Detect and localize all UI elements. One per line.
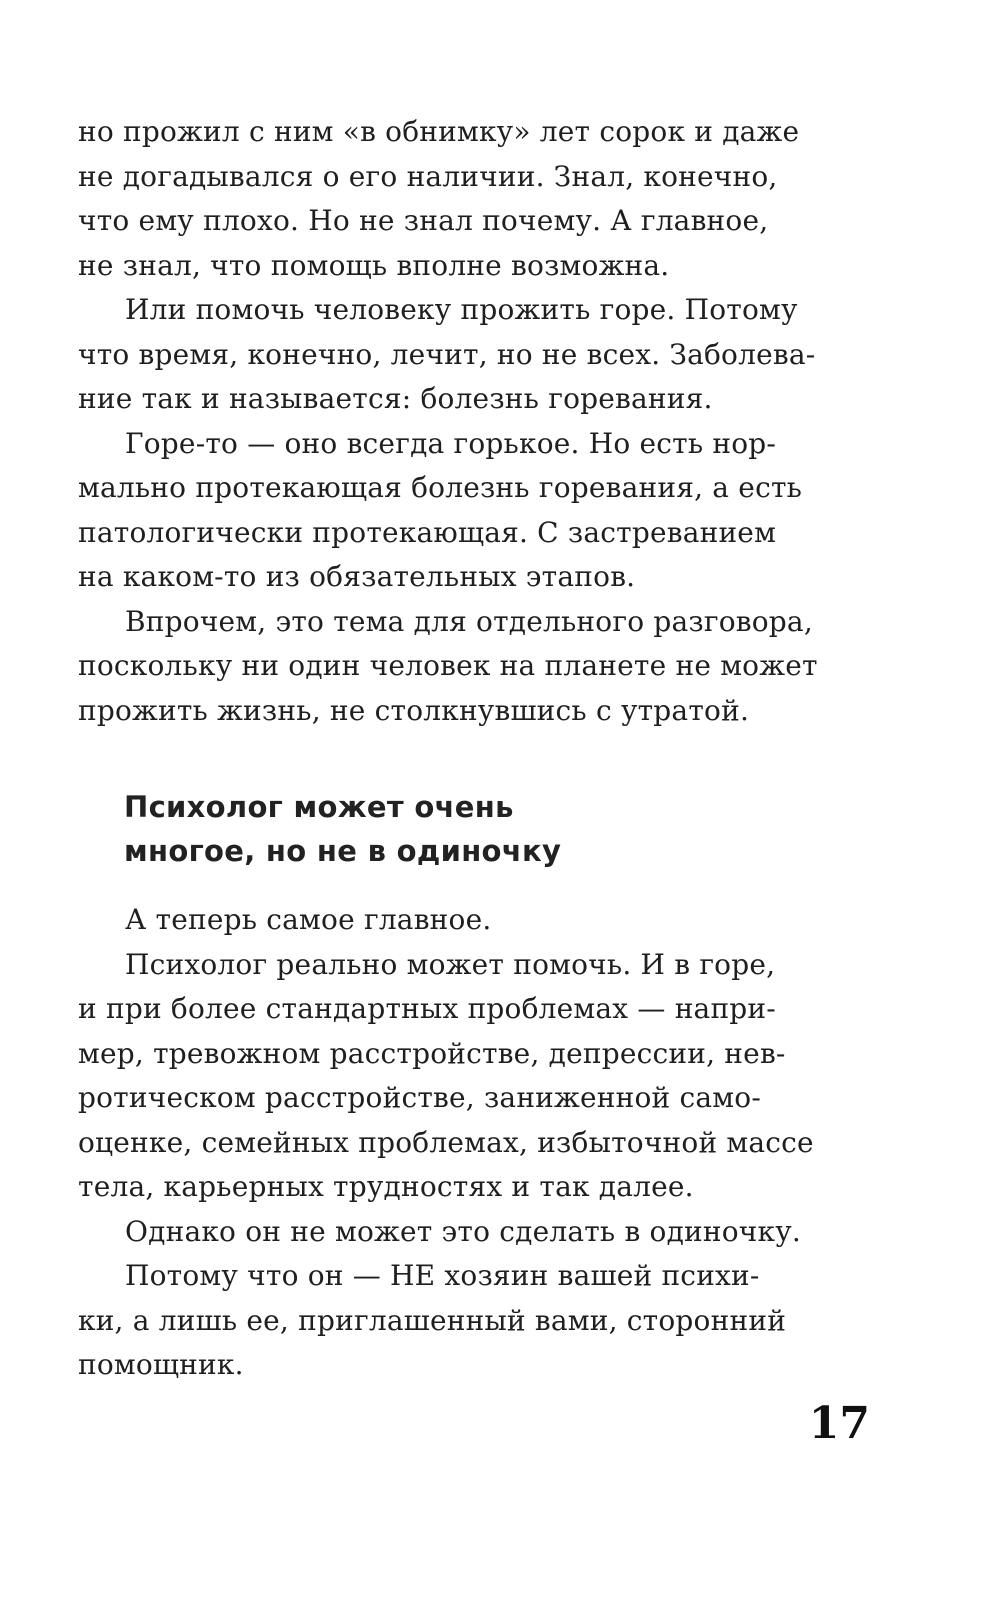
text-line: не знал, что помощь вполне возможна.: [78, 248, 670, 282]
text-line: но прожил с ним «в обнимку» лет сорок и даже: [78, 115, 800, 148]
text-line: что время, конечно, лечит, но не всех. Заболева-: [78, 337, 816, 371]
text-line: Психолог реально может помочь. И в горе,: [125, 947, 776, 981]
text-line: что ему плохо. Но не знал почему. А главное,: [78, 204, 769, 237]
text-line: патологически протекающая. С застреванием: [78, 515, 777, 549]
section-heading: [124, 785, 724, 873]
text-line: мально протекающая болезнь горевания, а есть: [78, 471, 803, 504]
heading-line-2: многое, но не в одиночку: [124, 834, 562, 868]
page-number: 17: [808, 1398, 870, 1449]
text-line: мер, тревожном расстройстве, депрессии, нев-: [78, 1036, 786, 1070]
text-line: Однако он не может это сделать в одиночку.: [125, 1214, 801, 1248]
text-line: Впрочем, это тема для отдельного разговора,: [125, 604, 813, 638]
text-line: ки, а лишь ее, приглашенный вами, сторонний: [78, 1303, 787, 1337]
text-line: и при более стандартных проблемах — напри-: [78, 992, 776, 1025]
text-line: А теперь самое главное.: [125, 903, 492, 936]
text-line: поскольку ни один человек на планете не может: [78, 649, 818, 682]
text-line: ние так и называется: болезнь горевания.: [78, 382, 713, 415]
text-line: Горе-то — оно всегда горькое. Но есть нор-: [125, 426, 777, 460]
body-text-section-2: [78, 898, 814, 1388]
text-line: прожить жизнь, не столкнувшись с утратой.: [78, 693, 750, 727]
text-line: на каком-то из обязательных этапов.: [78, 560, 636, 593]
text-line: Или помочь человеку прожить горе. Потому: [125, 293, 798, 326]
text-line: ротическом расстройстве, заниженной само-: [78, 1081, 761, 1114]
text-line: помощник.: [78, 1348, 244, 1381]
text-line: тела, карьерных трудностях и так далее.: [78, 1170, 694, 1203]
text-line: Потому что он — НЕ хозяин вашей психи-: [125, 1259, 760, 1292]
heading-line-1: Психолог может очень: [124, 790, 514, 824]
body-text-section-1: [78, 110, 818, 733]
text-line: не догадывался о его наличии. Знал, конечно,: [78, 159, 778, 193]
text-line: оценке, семейных проблемах, избыточной массе: [78, 1125, 814, 1159]
